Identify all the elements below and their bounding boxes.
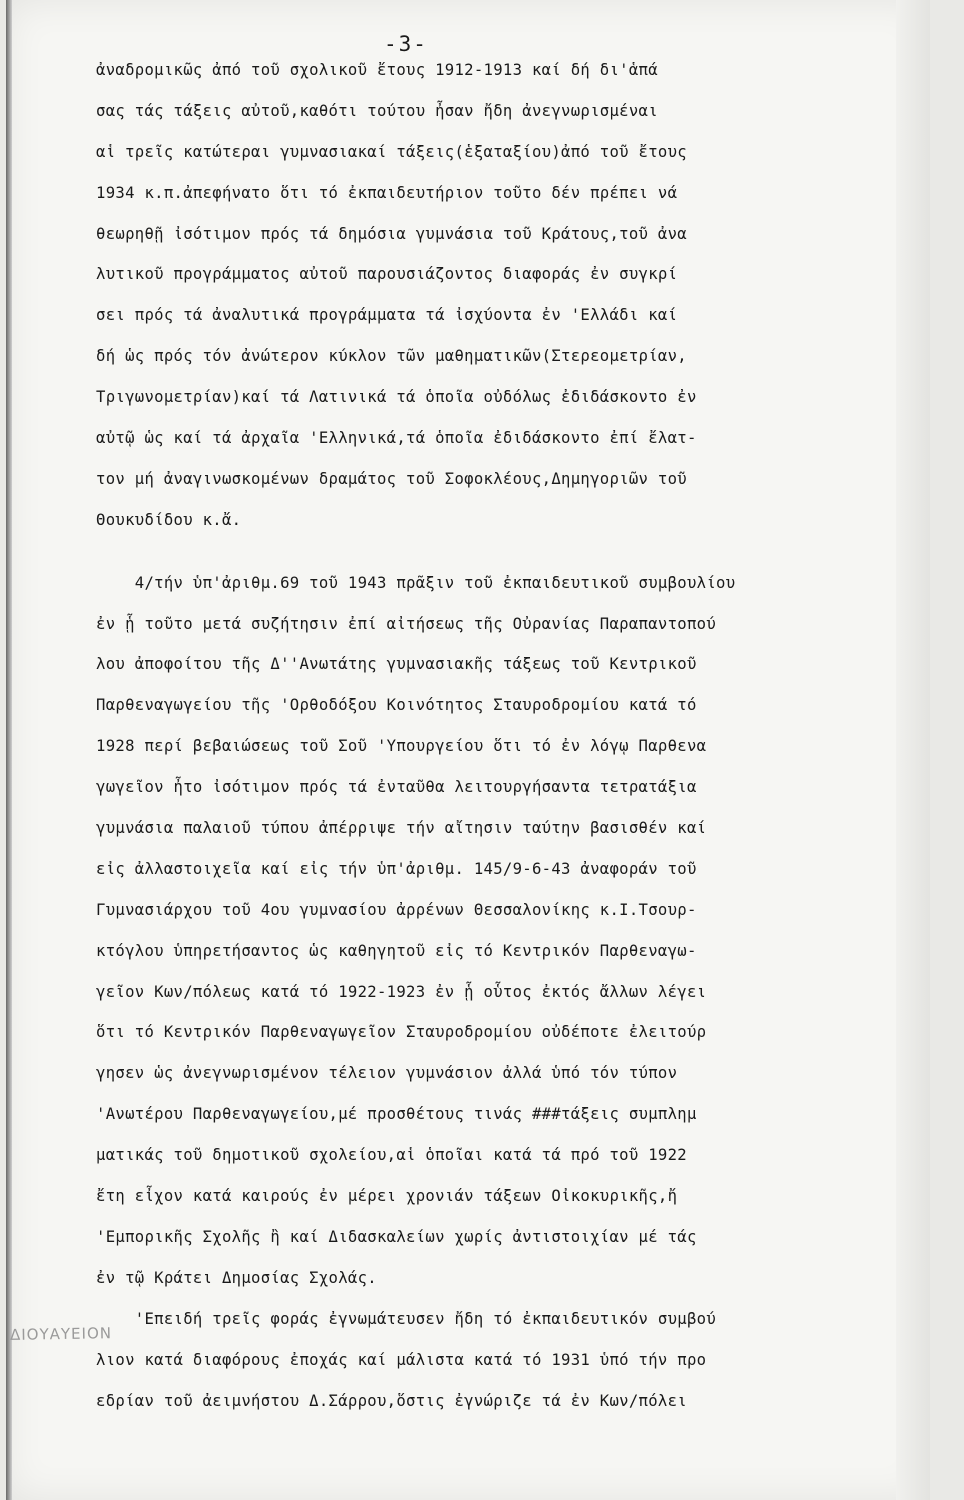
text-line: θεωρηθῇ ἰσότιμον πρός τά δημόσια γυμνάσια τοῦ Κράτους,τοῦ ἀνα: [96, 224, 687, 243]
text-line: λιον κατά διαφόρους ἐποχάς καί μάλιστα κατά τό 1931 ὑπό τήν προ: [96, 1350, 707, 1369]
text-line: ἔτη εἶχον κατά καιρούς ἐν μέρει χρονιάν τάξεων Οἰκοκυρικῆς,ἤ: [96, 1187, 678, 1206]
text-line: αἱ τρεῖς κατώτεραι γυμνασιακαί τάξεις(ἑξαταξίου)ἀπό τοῦ ἔτους: [96, 142, 687, 161]
text-line: 1934 κ.π.ἀπεφήνατο ὅτι τό ἐκπαιδευτήριον τοῦτο δέν πρέπει νά: [96, 183, 678, 202]
text-line: Γυμνασιάρχου τοῦ 4ου γυμνασίου ἀρρένων Θεσσαλονίκης κ.Ι.Τσουρ-: [96, 900, 697, 919]
text-line: κτόγλου ὑπηρετήσαντος ὡς καθηγητοῦ εἰς τό Κεντρικόν Παρθεναγω-: [96, 941, 697, 960]
text-line: σας τάς τάξεις αὐτοῦ,καθότι τούτου ἦσαν ἤδη ἀνεγνωρισμέναι: [96, 101, 658, 120]
text-line: 'Επειδή τρεῖς φοράς ἐγνωμάτευσεν ἤδη τό ἐκπαιδευτικόν συμβού: [96, 1309, 717, 1328]
document-page: [6, 0, 930, 1500]
text-line: ματικάς τοῦ δημοτικοῦ σχολείου,αἱ ὁποῖαι κατά τά πρό τοῦ 1922: [96, 1146, 687, 1165]
text-line: γωγεῖον ἦτο ἰσότιμον πρός τά ἐνταῦθα λειτουργήσαντα τετρατάξια: [96, 778, 697, 797]
scan-left-shadow: [6, 0, 12, 1500]
text-line: δή ὡς πρός τόν ἀνώτερον κύκλον τῶν μαθηματικῶν(Στερεομετρίαν,: [96, 347, 687, 366]
text-line: σει πρός τά ἀναλυτικά προγράμματα τά ἰσχύοντα ἐν 'Ελλάδι καί: [96, 306, 678, 325]
paragraph-1: [96, 50, 926, 541]
page-number: -3-: [384, 32, 428, 56]
margin-stamp: ΔΙΟΥΑΥΕΙΟΝ: [9, 1324, 113, 1344]
text-line: ἐν ᾗ τοῦτο μετά συζήτησιν ἐπί αἰτήσεως τῆς Οὐρανίας Παραπαντοπού: [96, 614, 717, 633]
text-line: 1928 περί βεβαιώσεως τοῦ Σοῦ 'Υπουργείου ὅτι τό ἐν λόγῳ Παρθενα: [96, 737, 707, 756]
text-line: αὐτῷ ὡς καί τά ἀρχαῖα 'Ελληνικά,τά ὁποῖα ἐδιδάσκοντο ἐπί ἔλατ-: [96, 429, 697, 448]
text-line: ὅτι τό Κεντρικόν Παρθεναγωγεῖον Σταυροδρομίου οὐδέποτε ἐλειτούρ: [96, 1023, 707, 1042]
text-line: 'Εμπορικῆς Σχολῆς ἢ καί Διδασκαλείων χωρίς ἀντιστοιχίαν μέ τάς: [96, 1227, 697, 1246]
text-line: ἀναδρομικῶς ἀπό τοῦ σχολικοῦ ἔτους 1912-1913 καί δή δι'ἁπά: [96, 61, 658, 79]
text-line: 'Ανωτέρου Παρθεναγωγείου,μέ προσθέτους τινάς ###τάξεις συμπλημ: [96, 1105, 697, 1124]
text-line: εἰς ἀλλαστοιχεῖα καί εἰς τήν ὑπ'ἀριθμ. 145/9-6-43 ἀναφοράν τοῦ: [96, 859, 697, 878]
text-line: γυμνάσια παλαιοῦ τύπου ἀπέρριψε τήν αἴτησιν ταύτην βασισθέν καί: [96, 819, 707, 838]
text-line: εδρίαν τοῦ ἀειμνήστου Δ.Σάρρου,ὅστις ἐγνώριζε τά ἐν Κων/πόλει: [96, 1391, 687, 1410]
text-line: λυτικοῦ προγράμματος αὐτοῦ παρουσιάζοντος διαφοράς ἐν συγκρί: [96, 265, 678, 284]
paragraph-2: [96, 563, 926, 1299]
text-line: ἐν τῷ Κράτει Δημοσίας Σχολάς.: [96, 1268, 377, 1287]
text-line: Παρθεναγωγείου τῆς 'Ορθοδόξου Κοινότητος Σταυροδρομίου κατά τό: [96, 696, 697, 715]
text-line: λου ἀποφοίτου τῆς Δ''Ανωτάτης γυμνασιακῆς τάξεως τοῦ Κεντρικοῦ: [96, 655, 697, 674]
text-line: Τριγωνομετρίαν)καί τά Λατινικά τά ὁποῖα οὐδόλως ἐδιδάσκοντο ἐν: [96, 388, 697, 407]
text-line: τον μή ἀναγινωσκομένων δραμάτος τοῦ Σοφοκλέους,Δημηγοριῶν τοῦ: [96, 469, 687, 488]
text-line: Θουκυδίδου κ.ἄ.: [96, 510, 242, 529]
paragraph-gap: [96, 541, 926, 563]
text-line: γεῖον Κων/πόλεως κατά τό 1922-1923 ἐν ᾗ οὗτος ἐκτός ἄλλων λέγει: [96, 982, 707, 1001]
paragraph-3: [96, 1299, 926, 1422]
text-line: 4/τήν ὑπ'ἀριθμ.69 τοῦ 1943 πρᾶξιν τοῦ ἐκπαιδευτικοῦ συμβουλίου: [96, 573, 736, 592]
text-line: γησεν ὡς ἀνεγνωρισμένον τέλειον γυμνάσιον ἀλλά ὑπό τόν τύπον: [96, 1064, 678, 1083]
typed-text: [96, 50, 926, 1421]
